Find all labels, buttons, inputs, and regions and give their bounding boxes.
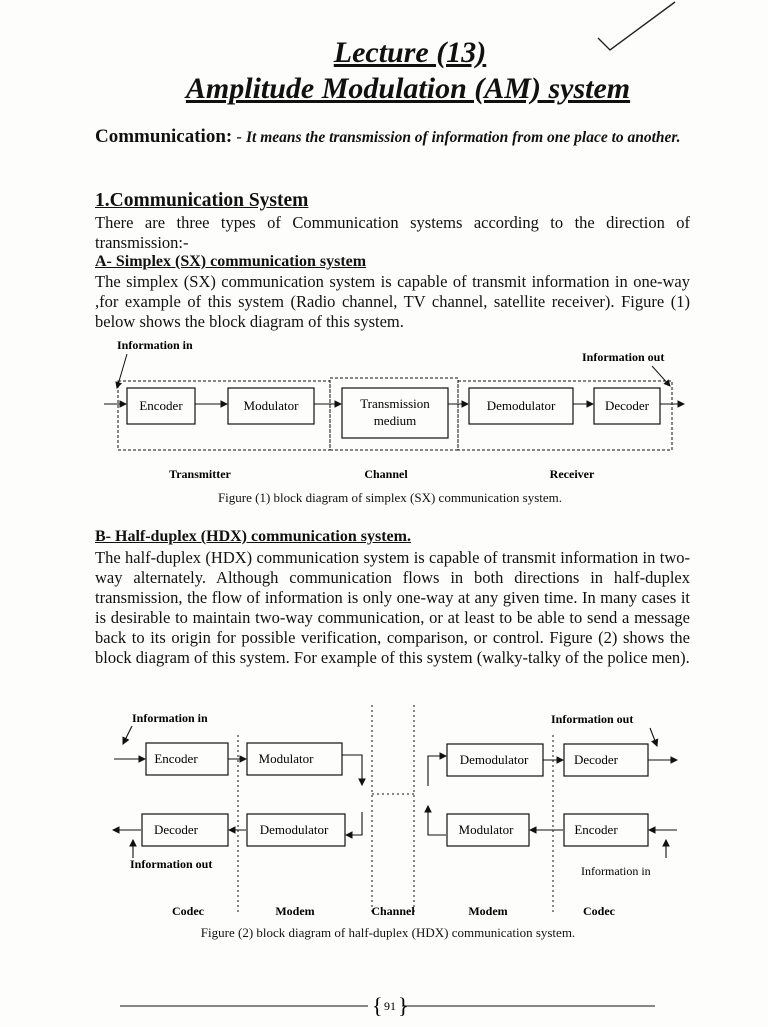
fig1-receiver-label: Receiver [549, 467, 595, 481]
fig1-transmitter-label: Transmitter [169, 467, 231, 481]
fig2-info-out-right: Information out [551, 712, 634, 726]
fig2-modulator-top-label: Modulator [258, 751, 314, 766]
fig1-info-out: Information out [582, 350, 665, 364]
fig2-codec-right: Codec [583, 904, 615, 918]
page-number: 91 [384, 999, 396, 1013]
fig1-decoder-label: Decoder [604, 398, 650, 413]
section-heading-communication-system: 1.Communication System [95, 190, 309, 211]
section-intro: There are three types of Communication systems according to the direction of transmission:- [95, 213, 690, 252]
half-duplex-heading: B- Half-duplex (HDX) communication system. [95, 528, 411, 545]
figure1-caption: Figure (1) block diagram of simplex (SX) communication system. [217, 490, 563, 505]
fig1-demodulator-label: Demodulator [486, 398, 556, 413]
fig2-info-out-left: Information out [130, 857, 213, 871]
fig2-decoder-top-label: Decoder [573, 752, 619, 767]
page-footer [0, 992, 768, 1022]
svg-text:}: } [398, 993, 409, 1018]
communication-definition-text: It means the transmission of information from one place to another. [245, 129, 681, 146]
half-duplex-body: The half-duplex (HDX) communication system is capable of transmit information in two-way alternately. Although communication flows in both directions in half-duplex transmission, the flow of information is only one-way at any given time. In many cases it is desirable to maintain two-way communication, or at least to be able to send a message back to its origin for possible verification, comparison, or control. Figure (2) shows the block diagram of this system. For example of this system (walky-talky of the police men). [95, 548, 690, 667]
fig2-channel: Channel [371, 904, 415, 918]
communication-term: Communication: [95, 126, 233, 147]
fig2-info-in-left: Information in [132, 711, 208, 725]
fig2-demodulator-bottom-label: Demodulator [259, 822, 329, 837]
fig2-decoder-bottom-label: Decoder [153, 822, 199, 837]
fig2-encoder-top-label: Encoder [154, 751, 198, 766]
fig1-info-in: Information in [117, 338, 193, 352]
fig2-info-in-right: Information in [581, 864, 651, 878]
fig1-transmission-label-2: medium [373, 413, 417, 428]
fig2-demodulator-top-label: Demodulator [459, 752, 529, 767]
fig2-modem-right: Modem [468, 904, 508, 918]
footer-rule [0, 992, 768, 1022]
fig2-modulator-bottom-label: Modulator [458, 822, 514, 837]
figure2-caption: Figure (2) block diagram of half-duplex (HDX) communication system. [200, 925, 576, 940]
fig1-transmission-label-1: Transmission [360, 396, 430, 411]
fig2-encoder-bottom-label: Encoder [574, 822, 618, 837]
fig2-modem-left: Modem [275, 904, 315, 918]
definition-dash: - [232, 127, 246, 146]
fig1-modulator-label: Modulator [243, 398, 299, 413]
fig1-encoder-label: Encoder [139, 398, 183, 413]
svg-text:{: { [372, 993, 383, 1018]
fig2-codec-left: Codec [172, 904, 204, 918]
fig1-channel-label: Channel [364, 467, 408, 481]
simplex-body: The simplex (SX) communication system is capable of transmit information in one-way ,for example of this system (Radio channel, TV channel, satellite receiver). Figure (1) below shows the block diagram of this system. [95, 272, 690, 331]
lecture-subtitle: Amplitude Modulation (AM) system [185, 72, 631, 105]
simplex-heading: A- Simplex (SX) communication system [95, 253, 367, 270]
lecture-title: Lecture (13) [333, 36, 487, 69]
